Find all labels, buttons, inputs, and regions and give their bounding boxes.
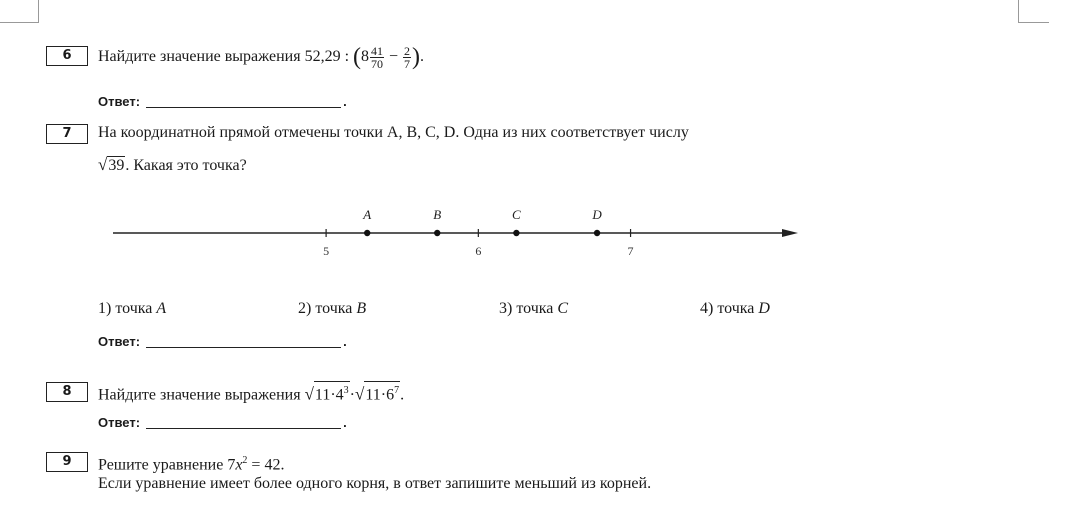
answer-row: [98, 415, 347, 430]
tick-label: 6: [475, 244, 482, 258]
sqrt-sign: √: [354, 384, 365, 404]
answer-end: .: [343, 334, 347, 349]
question-text: Решите уравнение 7: [98, 456, 236, 474]
answer-field[interactable]: [146, 428, 341, 429]
page-corner-mark-left: [0, 0, 39, 23]
sqrt-sign: √: [304, 384, 314, 404]
answer-label: Ответ:: [98, 334, 141, 349]
sqrt-1: [305, 381, 350, 405]
question-text: Найдите значение выражения: [98, 386, 305, 404]
question-text: На координатной прямой отмечены точки A, B, C, D. Одна из них соответствует числу: [98, 124, 689, 141]
sqrt-2: [355, 381, 400, 405]
page-corner-mark-right: [1018, 0, 1049, 23]
close-paren: ): [412, 44, 421, 71]
task-number-box: 7: [46, 124, 88, 144]
option-var: B: [356, 300, 367, 317]
point-D: [594, 230, 600, 236]
option-var: D: [758, 300, 770, 317]
question-text: . Какая это точка?: [125, 157, 247, 174]
open-paren: (: [353, 44, 362, 71]
option-var: C: [557, 300, 569, 317]
tick-label: 7: [627, 244, 634, 258]
option-3[interactable]: [499, 300, 568, 318]
exponent: 2: [242, 455, 248, 466]
option-label: 4) точка: [700, 300, 759, 317]
task-number-box: 8: [46, 382, 88, 402]
point-A: [364, 230, 370, 236]
tick-label: 5: [323, 244, 330, 258]
task-7-question-line1: [98, 123, 689, 143]
answer-end: .: [343, 94, 347, 109]
question-text: Если уравнение имеет более одного корня, в ответ запишите меньший из корней.: [98, 475, 652, 492]
task-7-question-line2: [98, 155, 247, 176]
answer-label: Ответ:: [98, 94, 141, 109]
fraction-2-7: [403, 45, 411, 70]
option-label: 2) точка: [298, 300, 357, 317]
point-label-A: A: [363, 207, 372, 222]
task-8-question: [98, 381, 404, 405]
exponent: 3: [343, 385, 349, 396]
answer-end: .: [343, 415, 347, 430]
option-var: A: [156, 300, 167, 317]
task-9-question-line1: [98, 451, 284, 475]
fraction-41-70: [370, 45, 384, 70]
point-C: [513, 230, 519, 236]
point-label-D: D: [592, 207, 602, 222]
question-text: = 42.: [247, 456, 285, 474]
option-1[interactable]: [98, 300, 166, 318]
radicand: [314, 381, 350, 403]
option-2[interactable]: [298, 300, 366, 318]
task-6-question: [98, 45, 424, 70]
question-text: Найдите значение выражения 52,29 :: [98, 48, 354, 66]
option-4[interactable]: [700, 300, 770, 318]
sqrt-39: [98, 155, 125, 176]
point-B: [434, 230, 440, 236]
answer-field[interactable]: [146, 347, 341, 348]
minus-sign: −: [385, 48, 403, 66]
end-period: .: [420, 48, 425, 66]
option-label: 3) точка: [499, 300, 558, 317]
task-number-box: 9: [46, 452, 88, 472]
answer-label: Ответ:: [98, 415, 141, 430]
mixed-whole: 8: [361, 48, 370, 66]
variable-x: x: [235, 456, 243, 474]
answer-row-task-7: [98, 334, 347, 349]
task-9-question-line2: [98, 474, 651, 494]
radicand-text: 11·6: [365, 386, 395, 404]
radicand-text: 11·4: [314, 386, 344, 404]
answer-field[interactable]: [146, 107, 341, 108]
answer-row: [98, 94, 347, 109]
sqrt-sign: √: [98, 155, 108, 174]
multiply-dot: ·: [349, 386, 355, 404]
denominator: 70: [371, 57, 384, 71]
radicand: 39: [108, 157, 125, 174]
numerator: 41: [371, 44, 384, 58]
point-label-C: C: [512, 207, 521, 222]
radicand: [364, 381, 400, 403]
exponent: 7: [394, 385, 400, 396]
end-period: .: [400, 386, 405, 404]
task-number-box: 6: [46, 46, 88, 66]
denominator: 7: [404, 57, 411, 71]
number-line: [0, 204, 1070, 264]
point-label-B: B: [433, 207, 442, 222]
axis-arrow: [782, 229, 798, 237]
option-label: 1) точка: [98, 300, 157, 317]
numerator: 2: [404, 44, 411, 58]
